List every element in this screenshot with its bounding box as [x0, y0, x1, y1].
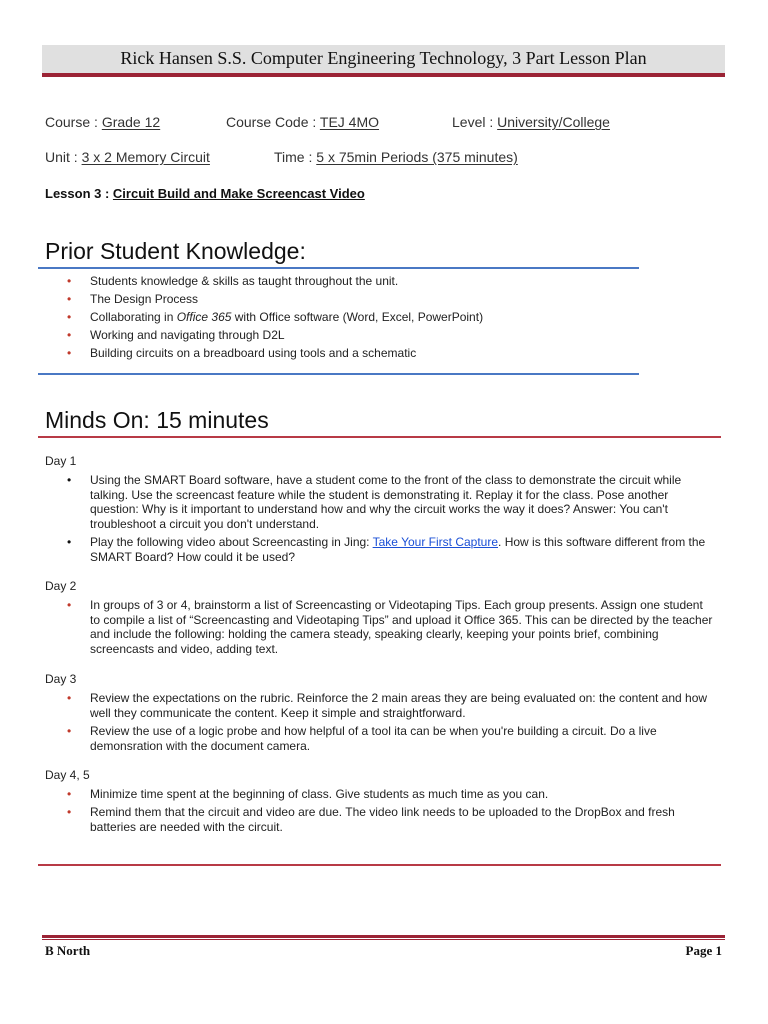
day-3-label: Day 3 [45, 672, 77, 686]
list-item: • Building circuits on a breadboard using tools and a schematic [67, 346, 417, 360]
lesson-title: Circuit Build and Make Screencast Video [112, 186, 365, 201]
list-item: • In groups of 3 or 4, brainstorm a list of Screencasting or Videotaping Tips. Each group presents. Assign one student to compile a list of “Screencasting and Videotaping Tips” and upload it Office 365. This can be directed by the teacher and include the following: holding the camera steady, speaking clearly, keeping your points brief, combining screencasts and video, adding text. [67, 598, 713, 656]
list-item: • Review the use of a logic probe and how helpful of a tool ita can be when you're building a circuit. Do a live demonsration with the document camera. [67, 724, 657, 753]
bullet-icon: • [67, 805, 72, 819]
day-2-list [44, 598, 716, 656]
footer-divider [42, 935, 725, 938]
course-label: Course : [45, 114, 102, 130]
day-1-list [44, 473, 716, 564]
course-code-value: TEJ 4MO [319, 114, 380, 130]
unit-value: 3 x 2 Memory Circuit [81, 149, 210, 165]
list-item: • Collaborating in Office 365 with Office software (Word, Excel, PowerPoint) [67, 310, 484, 324]
header-divider [42, 73, 725, 77]
bullet-icon: • [67, 292, 72, 306]
bullet-icon: • [67, 473, 72, 487]
list-item: • Play the following video about Screencasting in Jing: Take Your First Capture. How is this software different from the SMART Board? How could it be used? [67, 535, 706, 564]
day-4-5-list [44, 787, 716, 834]
day-3-list [44, 691, 716, 753]
minds-on-heading-rule [38, 436, 721, 438]
course-value: Grade 12 [101, 114, 161, 130]
day-4-5-label: Day 4, 5 [45, 768, 90, 782]
page-number: Page 1 [685, 943, 722, 958]
list-item: • Remind them that the circuit and video are due. The video link needs to be uploaded to the DropBox and fresh batteries are needed with the circuit. [67, 805, 675, 834]
prior-heading-rule [38, 267, 639, 269]
bullet-icon: • [67, 328, 72, 342]
level-label: Level : [452, 114, 498, 130]
list-item: • Working and navigating through D2L [67, 328, 285, 342]
bullet-icon: • [67, 691, 72, 705]
bullet-icon: • [67, 310, 72, 324]
lesson-label: Lesson 3 : [45, 186, 113, 201]
level-value: University/College [497, 114, 610, 130]
prior-knowledge-list [44, 274, 644, 361]
minds-on-section-end-rule [38, 864, 721, 866]
level-field [452, 114, 610, 130]
bullet-icon: • [67, 598, 72, 612]
lesson-field [45, 186, 365, 201]
bullet-icon: • [67, 274, 72, 288]
prior-section-end-rule [38, 373, 639, 375]
list-item: • Review the expectations on the rubric. Reinforce the 2 main areas they are being evaluated on: the content and how well they communicate the content. Keep it simple and straightforward. [67, 691, 708, 720]
unit-label: Unit : [45, 149, 82, 165]
document-title: Rick Hansen S.S. Computer Engineering Technology, 3 Part Lesson Plan [120, 48, 647, 68]
prior-knowledge-heading: Prior Student Knowledge: [45, 238, 306, 264]
course-code-label: Course Code : [226, 114, 320, 130]
day-1-label: Day 1 [45, 454, 77, 468]
list-item: • Students knowledge & skills as taught throughout the unit. [67, 274, 399, 288]
bullet-icon: • [67, 346, 72, 360]
time-value: 5 x 75min Periods (375 minutes) [316, 149, 518, 165]
unit-field [45, 149, 210, 165]
course-code-field [226, 114, 379, 130]
minds-on-heading: Minds On: 15 minutes [45, 407, 269, 433]
bullet-icon: • [67, 787, 72, 801]
take-your-first-capture-link[interactable]: Take Your First Capture [372, 535, 499, 549]
course-field [45, 114, 160, 130]
bullet-icon: • [67, 724, 72, 738]
footer-author: B North [45, 943, 91, 958]
list-item: • Using the SMART Board software, have a student come to the front of the class to demonstrate the circuit while talking. Use the screencast feature while the student is demonstrating it. Replay it for the class. Pose another question: Why is it important to understand how and why the circuit works the way it does? Answer: You can't troubleshoot a circuit you don't understand. [67, 473, 682, 531]
bullet-icon: • [67, 535, 72, 549]
time-label: Time : [274, 149, 317, 165]
list-item: • The Design Process [67, 292, 199, 306]
list-item: • Minimize time spent at the beginning of class. Give students as much time as you can. [67, 787, 549, 801]
footer-divider-thin [42, 939, 725, 940]
day-2-label: Day 2 [45, 579, 77, 593]
time-field [274, 149, 518, 165]
